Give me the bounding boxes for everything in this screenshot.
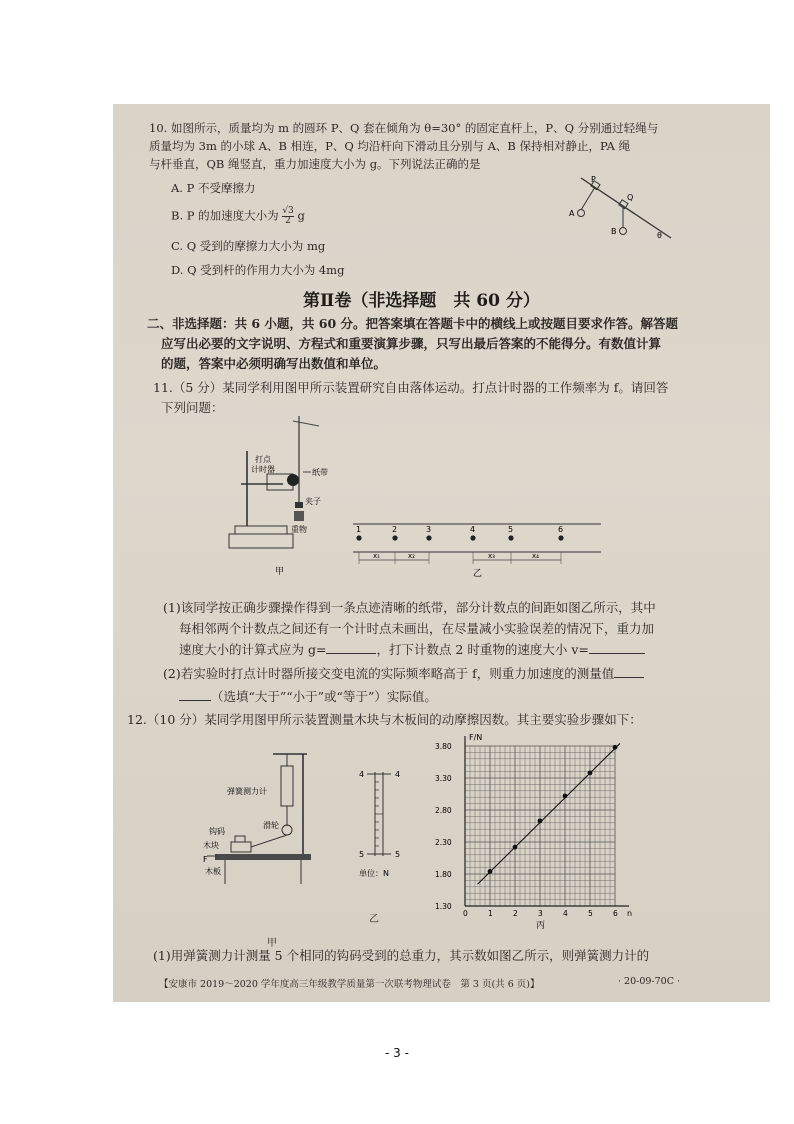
q10-incline-figure (565, 176, 675, 248)
q12-scale-reading-figure (359, 764, 407, 884)
data-point (488, 869, 493, 874)
q11-timer-apparatus-figure (223, 416, 333, 586)
label-scale-5-right: 5 (395, 850, 401, 859)
label-b: B (611, 227, 617, 236)
x-axis-label: n (627, 909, 633, 918)
tape-dot (470, 535, 475, 540)
x-tick-label: 1 (488, 909, 493, 918)
tape-point-label: 6 (558, 525, 564, 534)
q10-line3: 与杆垂直，QB 绳竖直，重力加速度大小为 g。下列说法正确的是 (149, 157, 481, 171)
x-tick-label: 6 (613, 909, 618, 918)
label-timer: 打点计时器 (251, 455, 275, 474)
tape-dot (356, 535, 361, 540)
block (231, 842, 251, 852)
q10-option-b: B. P 的加速度大小为 $\frac{√3}{2}$ g (171, 206, 305, 226)
q12-caption-yi: 乙 (369, 914, 379, 925)
ball-b (620, 228, 627, 235)
tape-point-label: 5 (508, 525, 514, 534)
q12-friction-apparatus-figure (203, 744, 323, 894)
section-intro-3: 的题，答案中必须明确写出数值和单位。 (161, 356, 387, 371)
tape-dot (426, 535, 431, 540)
caption-yi: 乙 (473, 569, 483, 579)
x-tick-label: 2 (513, 909, 518, 918)
q11-line2: 下列问题： (161, 400, 224, 415)
tape-segment-label: x₄ (532, 552, 539, 560)
q12-force-chart (431, 730, 641, 930)
label-p: P (591, 176, 596, 184)
ball-a (578, 210, 585, 217)
answer-blank-compare[interactable] (179, 689, 211, 701)
q11-tape-figure (351, 516, 603, 580)
exam-footer-left: 【安康市 2019～2020 学年度高三年级教学质量第一次联考物理试卷 第 3 页(共 6 页)】 (159, 979, 540, 990)
hook-weights (235, 836, 245, 842)
y-tick-label: 3.30 (435, 774, 452, 783)
data-point (513, 845, 518, 850)
tape-segment-label: x₃ (488, 552, 495, 560)
chart-title: 丙 (536, 921, 546, 930)
q11-part1-line3: 速度大小的计算式应为 g= ，打下计数点 2 时重物的速度大小 v= (179, 640, 645, 658)
data-point (538, 818, 543, 823)
page-number: - 3 - (385, 1046, 409, 1060)
rope-pa (581, 187, 595, 210)
spring-scale (281, 766, 293, 806)
section-intro-2: 应写出必要的文字说明、方程式和重要演算步骤，只写出最后答案的不能得分。有数值计算 (161, 336, 662, 351)
q10-option-d: D. Q 受到杆的作用力大小为 4mg (171, 263, 345, 277)
q12-caption-jia: 甲 (267, 938, 277, 949)
tape-dot (558, 535, 563, 540)
tape-segment-label: x₂ (408, 552, 415, 560)
pulley (282, 825, 292, 835)
section-intro-1: 二、非选择题：共 6 小题，共 60 分。把答案填在答题卡中的横线上或按题目要求作答。解答题 (147, 316, 679, 331)
label-block: 木块 (203, 841, 219, 850)
y-tick-label: 2.30 (435, 838, 452, 847)
answer-blank-compare-end (614, 666, 644, 678)
label-q: Q (627, 193, 634, 202)
label-scale-4-left: 4 (359, 770, 365, 779)
q10-line2: 质量均为 3m 的小球 A、B 相连，P、Q 均沿杆向下滑动且分别与 A、B 保持相对静止，PA 绳 (149, 139, 631, 153)
y-tick-label: 1.30 (435, 902, 452, 911)
caption-jia: 甲 (275, 567, 285, 577)
data-point (563, 794, 568, 799)
data-point (613, 745, 618, 750)
scanned-exam-photo (113, 104, 770, 1002)
label-scale-4-right: 4 (395, 770, 401, 779)
label-f: F (203, 855, 208, 864)
fit-line (478, 743, 621, 884)
weight (294, 511, 304, 521)
exam-footer-right: · 20-09-70C · (618, 976, 681, 987)
label-theta: θ (657, 231, 662, 240)
tape-point-label: 4 (470, 525, 476, 534)
q11-part1-line2: 每相邻两个计数点之间还有一个计时点未画出，在尽量减小实验误差的情况下，重力加 (179, 621, 655, 636)
label-board: 木板 (205, 867, 221, 876)
tape-dot (392, 535, 397, 540)
x-tick-label: 3 (538, 909, 543, 918)
answer-blank-v[interactable] (589, 642, 645, 654)
tape-point-label: 1 (356, 525, 362, 534)
q10-option-c: C. Q 受到的摩擦力大小为 mg (171, 239, 326, 253)
label-weight: 重物 (291, 525, 307, 534)
tape-segment-label: x₁ (373, 552, 380, 560)
label-hook: 钩码 (209, 827, 225, 836)
y-tick-label: 3.80 (435, 742, 452, 751)
tape-point-label: 2 (392, 525, 398, 534)
stand-base (229, 534, 293, 548)
section-title: 第Ⅱ卷（非选择题 共 60 分） (303, 291, 540, 311)
q11-line1: 11.（5 分）某同学利用图甲所示装置研究自由落体运动。打点计时器的工作频率为 f。请回答 (153, 380, 669, 395)
q11-part1-line1: (1)该同学按正确步骤操作得到一条点迹清晰的纸带，部分计数点的间距如图乙所示，其中 (163, 600, 656, 615)
tape-point-label: 3 (426, 525, 432, 534)
x-tick-label: 5 (588, 909, 593, 918)
x-tick-label: 0 (463, 909, 468, 918)
y-axis-label: F/N (469, 733, 483, 742)
answer-blank-g[interactable] (326, 642, 376, 654)
data-point (588, 770, 593, 775)
label-clip: 夹子 (305, 497, 321, 506)
label-scale-5-left: 5 (359, 850, 365, 859)
q11-part2-line2: （选填“大于”“小于”或“等于”）实际值。 (179, 687, 437, 705)
label-scale-unit: 单位：N (359, 869, 389, 878)
q10-line1: 10. 如图所示，质量均为 m 的圆环 P、Q 套在倾角为 θ=30° 的固定直杆上，P、Q 分别通过轻绳与 (149, 121, 659, 135)
q11-part2-line1: (2)若实验时打点计时器所接交变电流的实际频率略高于 f，则重力加速度的测量值 (163, 664, 644, 682)
label-a: A (569, 209, 575, 218)
q12-part1: (1)用弹簧测力计测量 5 个相同的钩码受到的总重力，其示数如图乙所示，则弹簧测力计的 (153, 948, 650, 963)
q10-option-a: A. P 不受摩擦力 (171, 181, 256, 195)
q12-line1: 12.（10 分）某同学用图甲所示装置测量木块与木板间的动摩擦因数。其主要实验步骤如下： (127, 712, 642, 727)
y-tick-label: 2.80 (435, 806, 452, 815)
x-tick-label: 4 (563, 909, 568, 918)
y-tick-label: 1.80 (435, 870, 452, 879)
label-tape: 纸带 (312, 468, 328, 477)
tape-dot (508, 535, 513, 540)
label-spring: 弹簧测力计 (227, 787, 267, 796)
label-pulley: 滑轮 (263, 821, 279, 830)
board (215, 854, 311, 860)
